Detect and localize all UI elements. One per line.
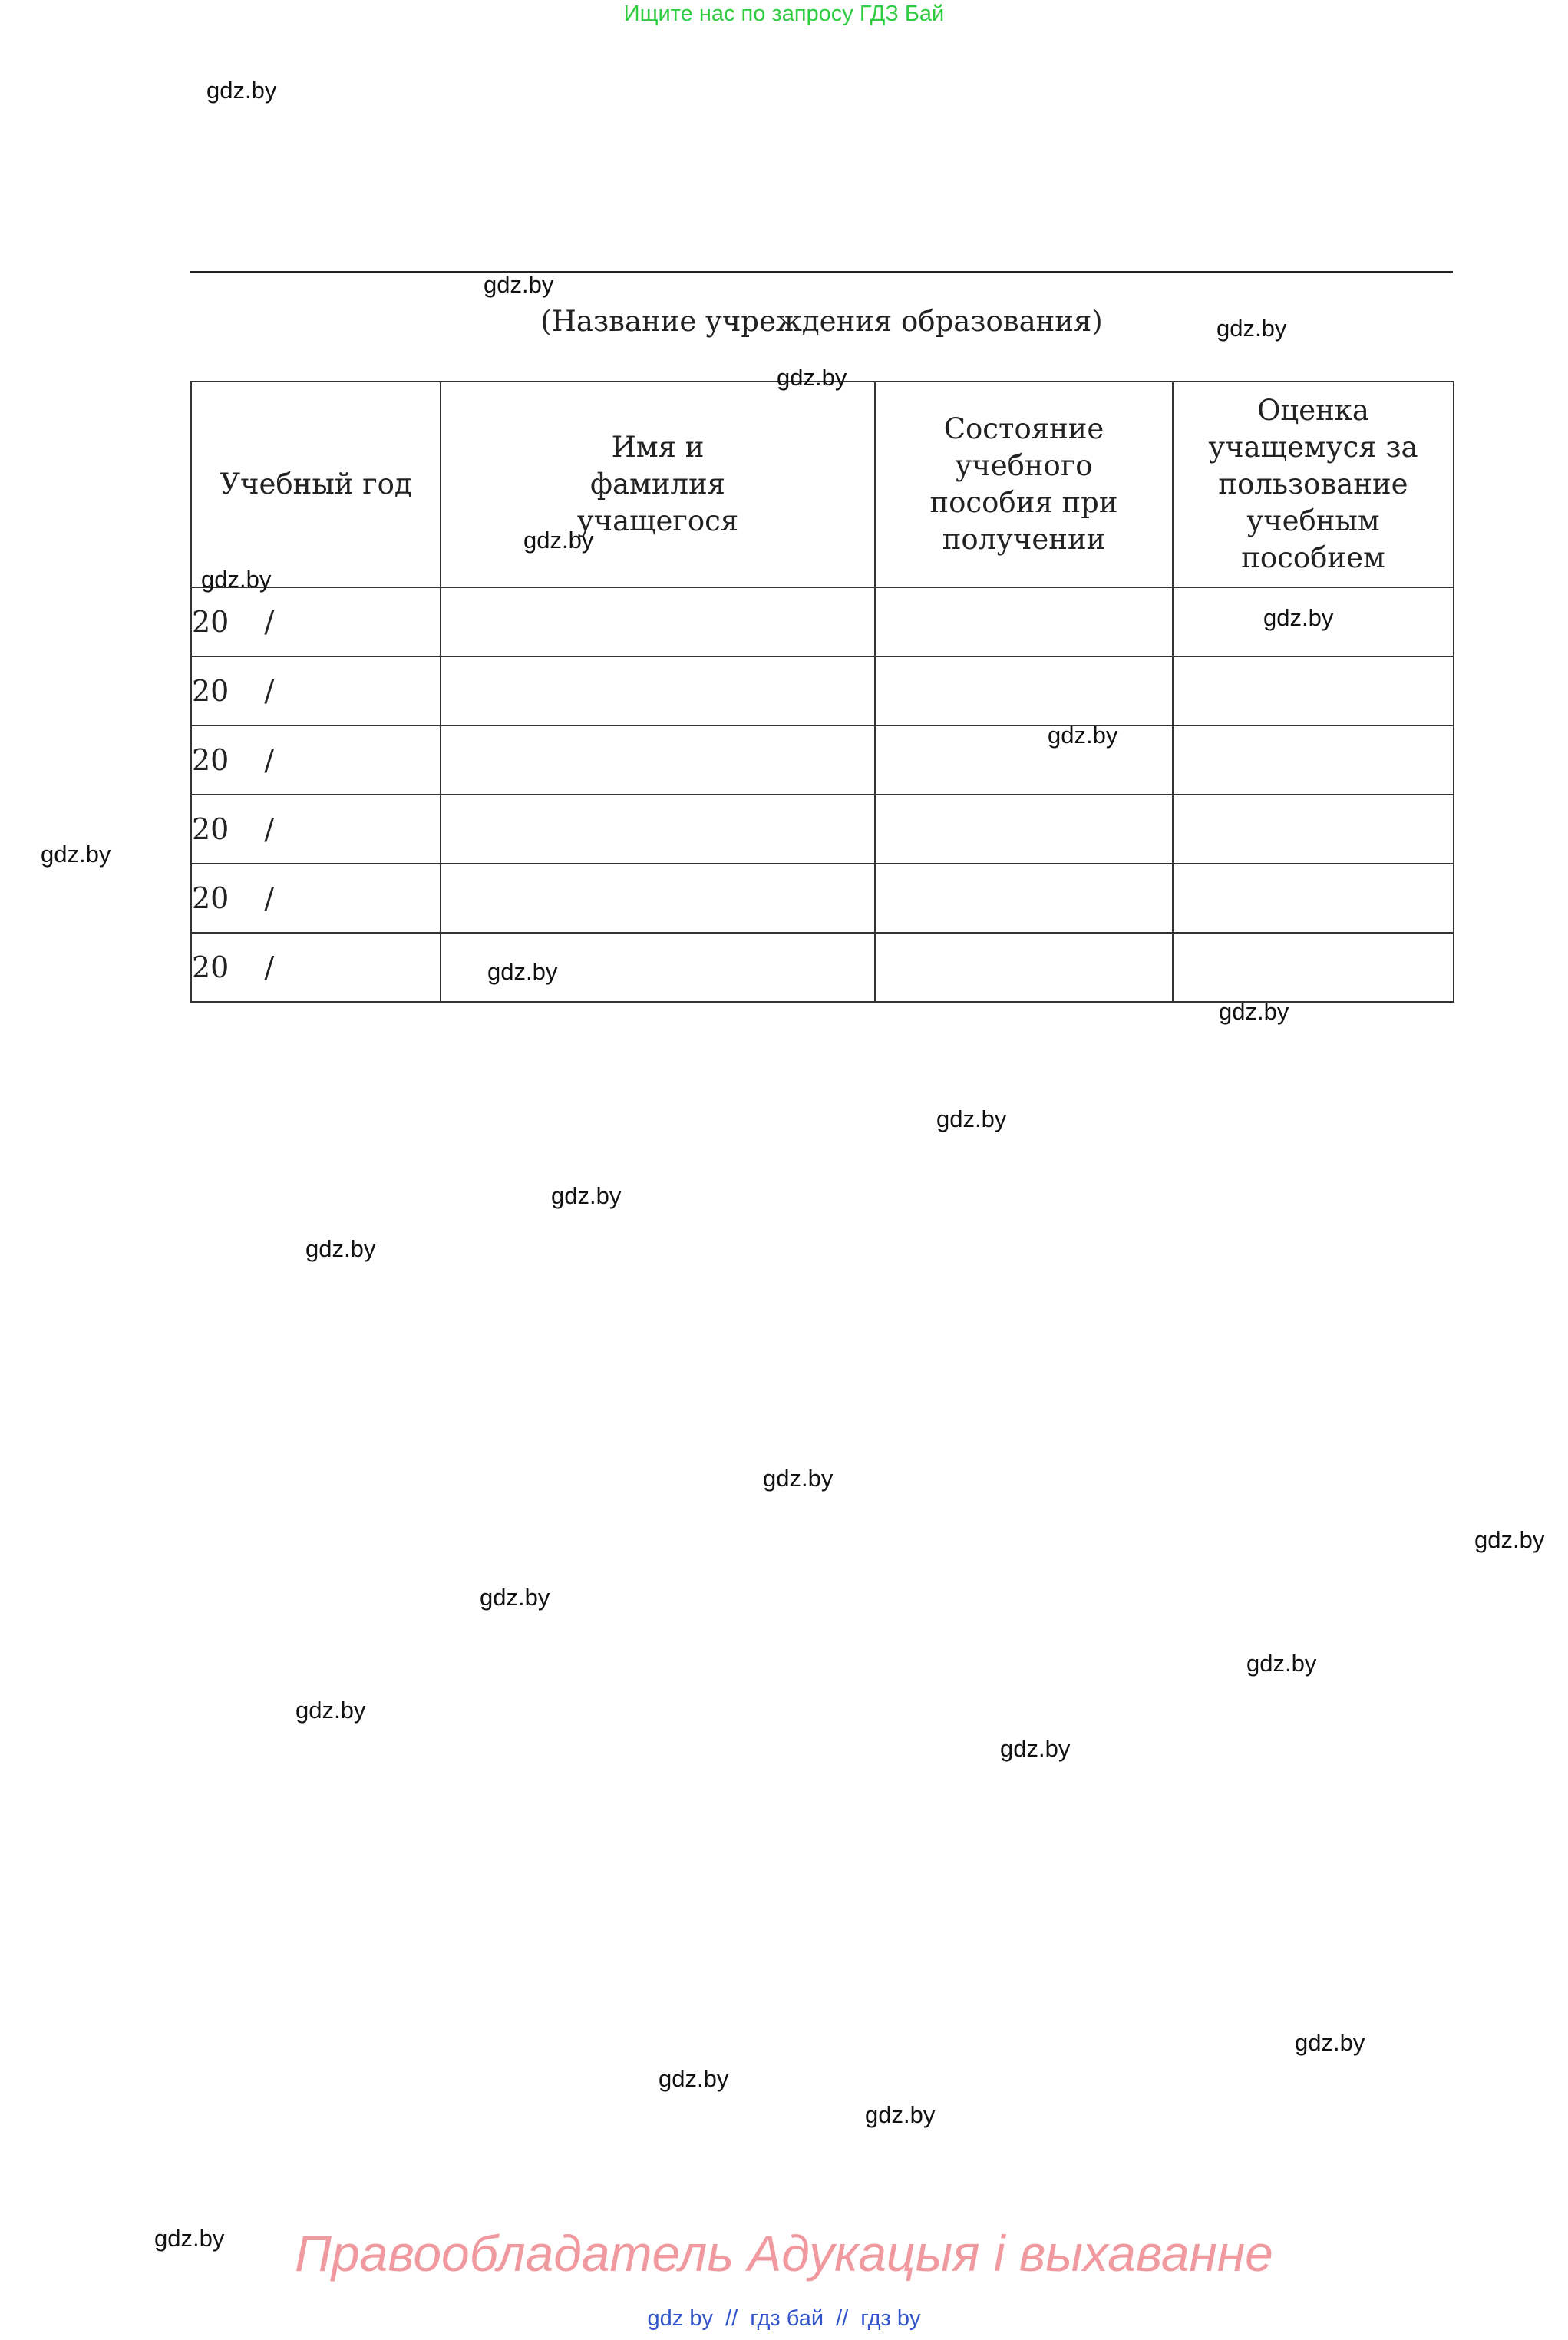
table-row <box>191 725 1454 795</box>
footer-links <box>0 2306 1568 2332</box>
watermark: gdz.by <box>206 77 277 104</box>
condition-cell <box>875 587 1173 656</box>
year-cell: 20 / <box>191 587 441 656</box>
watermark: gdz.by <box>487 958 558 985</box>
watermark: gdz.by <box>936 1106 1007 1132</box>
condition-cell <box>875 864 1173 933</box>
watermark: gdz.by <box>154 2225 225 2252</box>
search-banner: Ищите нас по запросу ГДЗ Бай <box>623 2 945 26</box>
watermark: gdz.by <box>551 1182 622 1209</box>
header-school-year: Учебный год <box>191 382 441 587</box>
watermark: gdz.by <box>865 2101 936 2128</box>
watermark: gdz.by <box>41 841 111 868</box>
table-row <box>191 656 1454 725</box>
institution-name-line <box>190 271 1453 273</box>
institution-caption: (Название учреждения образования) <box>540 305 1103 338</box>
grade-cell <box>1173 725 1454 795</box>
name-cell <box>441 587 875 656</box>
name-cell <box>441 725 875 795</box>
header-student-name: Имя и фамилия учащегося <box>441 382 875 587</box>
name-cell <box>441 864 875 933</box>
year-cell: 20 / <box>191 864 441 933</box>
grade-cell <box>1173 864 1454 933</box>
watermark: gdz.by <box>777 364 847 391</box>
table-row <box>191 795 1454 864</box>
watermark: gdz.by <box>295 1697 366 1724</box>
watermark: gdz.by <box>1219 998 1289 1025</box>
footer-link-gdz-bai[interactable]: гдз бай <box>750 2306 824 2331</box>
name-cell <box>441 656 875 725</box>
watermark: gdz.by <box>659 2065 729 2092</box>
watermark: gdz.by <box>201 566 272 593</box>
watermark: gdz.by <box>480 1584 550 1611</box>
watermark: gdz.by <box>1000 1735 1071 1762</box>
watermark: gdz.by <box>1246 1650 1317 1677</box>
condition-cell <box>875 725 1173 795</box>
watermark: gdz.by <box>763 1465 834 1492</box>
year-cell: 20 / <box>191 656 441 725</box>
header-book-condition: Состояние учебного пособия при получении <box>875 382 1173 587</box>
textbook-usage-table <box>190 381 1454 1003</box>
condition-cell <box>875 933 1173 1002</box>
year-cell: 20 / <box>191 933 441 1002</box>
watermark: gdz.by <box>1216 315 1287 342</box>
watermark: gdz.by <box>1295 2029 1365 2056</box>
grade-cell <box>1173 656 1454 725</box>
watermark: gdz.by <box>523 527 594 554</box>
table-header-row <box>191 382 1454 587</box>
footer-separator: // <box>725 2306 738 2331</box>
year-cell: 20 / <box>191 795 441 864</box>
table-row <box>191 864 1454 933</box>
footer-separator: // <box>836 2306 849 2331</box>
watermark: gdz.by <box>1263 604 1334 631</box>
year-cell: 20 / <box>191 725 441 795</box>
watermark: gdz.by <box>484 271 554 298</box>
table-row <box>191 933 1454 1002</box>
grade-cell <box>1173 795 1454 864</box>
condition-cell <box>875 795 1173 864</box>
footer-link-gdz-by[interactable]: gdz by <box>647 2306 713 2331</box>
watermark: gdz.by <box>1474 1526 1545 1553</box>
copyright-holder-text: Правообладатель Адукацыя і выхаванне <box>295 2225 1273 2282</box>
watermark: gdz.by <box>305 1235 376 1262</box>
header-student-grade: Оценка учащемуся за пользование учебным пособием <box>1173 382 1454 587</box>
watermark: gdz.by <box>1048 722 1118 749</box>
grade-cell <box>1173 933 1454 1002</box>
footer-link-gdz-by-2[interactable]: гдз by <box>860 2306 921 2331</box>
condition-cell <box>875 656 1173 725</box>
name-cell <box>441 795 875 864</box>
